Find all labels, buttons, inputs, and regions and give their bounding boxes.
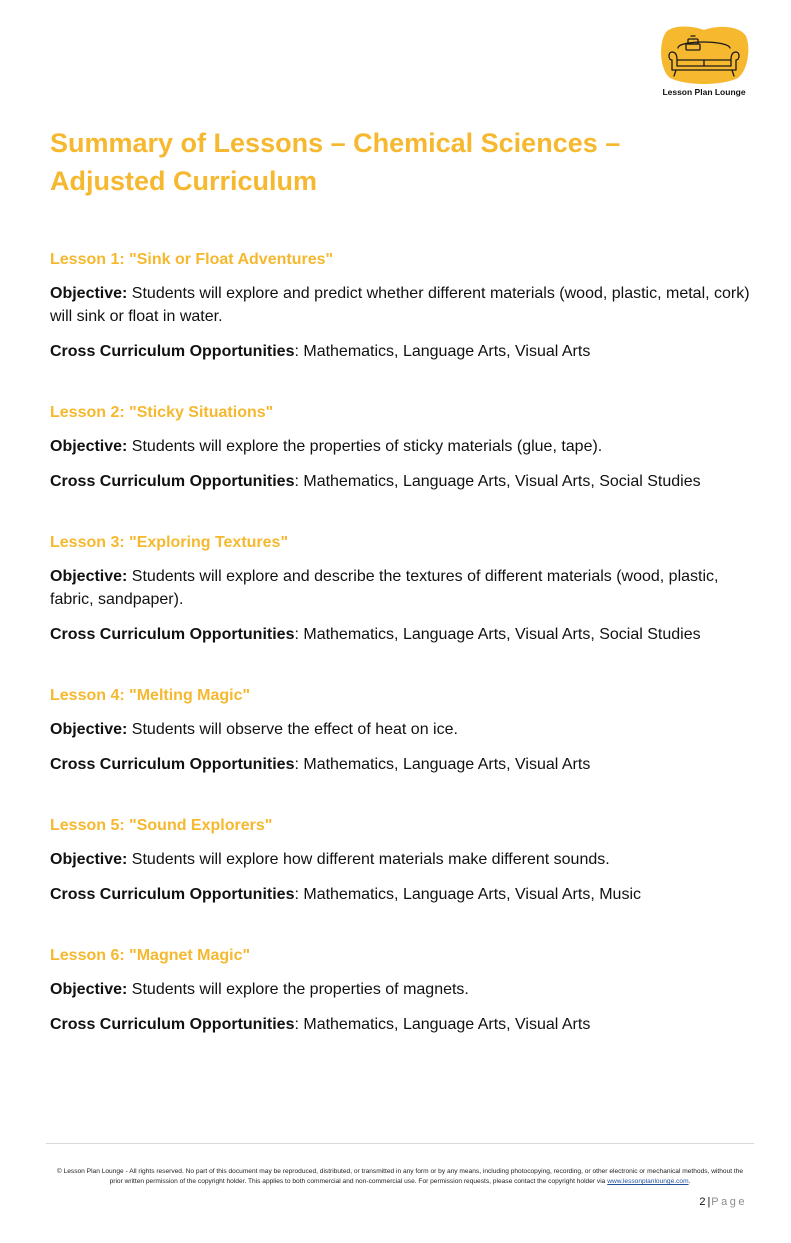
lesson-5 (50, 814, 760, 906)
objective-text: Students will explore and predict whether different materials (wood, plastic, metal, cork) will sink or float in water. (50, 285, 750, 325)
objective-text: Students will explore the properties of sticky materials (glue, tape). (127, 438, 603, 455)
footer-copyright (50, 1167, 750, 1187)
objective-text: Students will explore and describe the textures of different materials (wood, plastic, fabric, sandpaper). (50, 568, 719, 608)
objective-text: Students will explore the properties of magnets. (127, 981, 469, 998)
cross-curriculum-text: : Mathematics, Language Arts, Visual Arts (294, 756, 591, 773)
lesson-cross-curriculum (50, 470, 760, 493)
page-separator: | (707, 1196, 711, 1208)
copyright-text: © Lesson Plan Lounge - All rights reserved. No part of this document may be reproduced, distributed, or transmitted in any form or by any means, including photocopying, recording, or other electronic or mechanical methods, without the prior written permission of the copyright holder. This applies to both commercial and non-commercial use. For permission requests, please contact the copyright holder via (56, 1168, 744, 1185)
cross-curriculum-label: Cross Curriculum Opportunities (50, 756, 295, 773)
copyright-suffix: . (688, 1178, 691, 1185)
objective-text: Students will observe the effect of heat on ice. (127, 721, 458, 738)
lesson-objective (50, 565, 760, 611)
lesson-list (50, 248, 760, 1074)
lesson-cross-curriculum (50, 623, 760, 646)
cross-curriculum-label: Cross Curriculum Opportunities (50, 886, 295, 903)
lesson-objective (50, 718, 760, 741)
lesson-objective (50, 848, 760, 871)
objective-label: Objective: (50, 851, 128, 868)
lesson-cross-curriculum (50, 1013, 760, 1036)
lesson-title: Lesson 4: "Melting Magic" (50, 687, 251, 704)
lesson-title: Lesson 6: "Magnet Magic" (50, 947, 251, 964)
page-number (699, 1196, 747, 1208)
page-number-value: 2 (699, 1196, 706, 1208)
cross-curriculum-label: Cross Curriculum Opportunities (50, 343, 295, 360)
lesson-6 (50, 944, 760, 1036)
cross-curriculum-text: : Mathematics, Language Arts, Visual Arts, Social Studies (294, 473, 701, 490)
lesson-3 (50, 531, 760, 646)
lesson-2 (50, 401, 760, 493)
objective-text: Students will explore how different materials make different sounds. (127, 851, 610, 868)
cross-curriculum-text: : Mathematics, Language Arts, Visual Arts, Social Studies (294, 626, 701, 643)
objective-label: Objective: (50, 568, 128, 585)
objective-label: Objective: (50, 721, 128, 738)
logo-text: Lesson Plan Lounge (662, 87, 746, 97)
lesson-title: Lesson 5: "Sound Explorers" (50, 817, 273, 834)
lesson-objective (50, 978, 760, 1001)
lesson-cross-curriculum (50, 753, 760, 776)
objective-label: Objective: (50, 438, 128, 455)
cross-curriculum-label: Cross Curriculum Opportunities (50, 1016, 295, 1033)
cross-curriculum-label: Cross Curriculum Opportunities (50, 473, 295, 490)
cross-curriculum-text: : Mathematics, Language Arts, Visual Arts, Music (294, 886, 641, 903)
lesson-cross-curriculum (50, 340, 760, 363)
footer-divider (46, 1143, 754, 1144)
sofa-icon (658, 26, 750, 86)
cross-curriculum-text: : Mathematics, Language Arts, Visual Arts (294, 1016, 591, 1033)
page-word: Page (711, 1196, 747, 1208)
lesson-4 (50, 684, 760, 776)
cross-curriculum-label: Cross Curriculum Opportunities (50, 626, 295, 643)
lesson-title: Lesson 2: "Sticky Situations" (50, 404, 274, 421)
website-link[interactable]: www.lessonplanlounge.com (607, 1178, 689, 1185)
lesson-title: Lesson 1: "Sink or Float Adventures" (50, 251, 334, 268)
lesson-1 (50, 248, 760, 363)
cross-curriculum-text: : Mathematics, Language Arts, Visual Arts (294, 343, 591, 360)
lesson-objective (50, 282, 760, 328)
lesson-objective (50, 435, 760, 458)
logo (656, 26, 752, 102)
lesson-title: Lesson 3: "Exploring Textures" (50, 534, 289, 551)
lesson-cross-curriculum (50, 883, 760, 906)
objective-label: Objective: (50, 285, 128, 302)
objective-label: Objective: (50, 981, 128, 998)
page-title: Summary of Lessons – Chemical Sciences – Adjusted Curriculum (50, 128, 621, 196)
